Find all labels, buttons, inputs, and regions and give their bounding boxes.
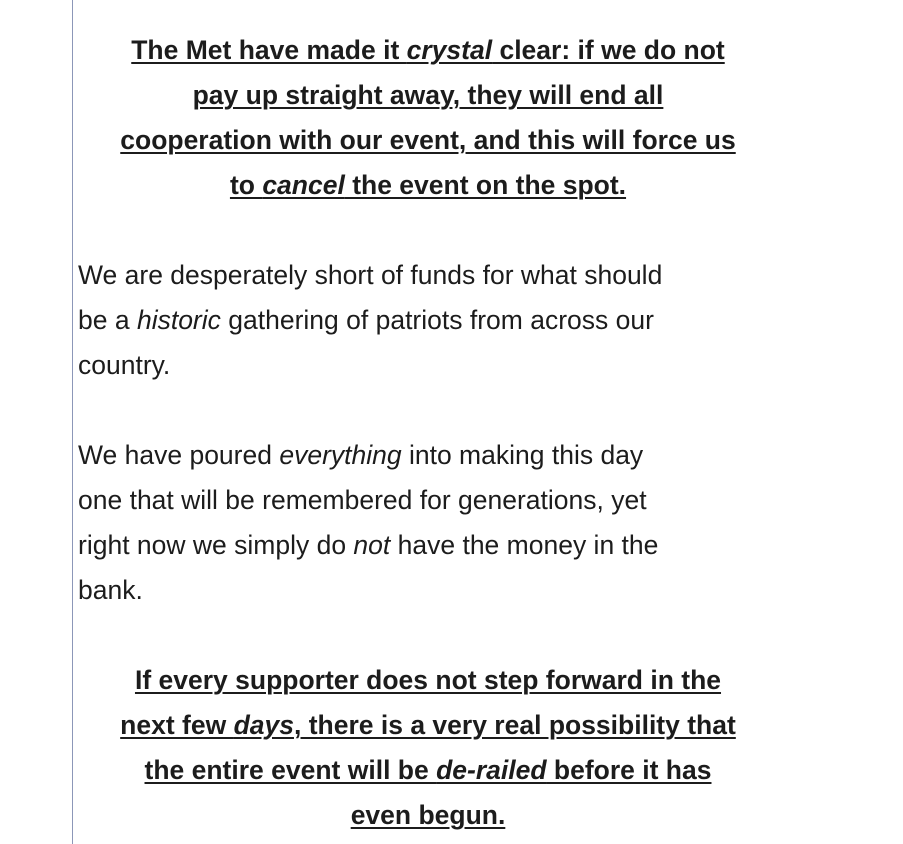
text-line — [78, 568, 778, 613]
emphasis-text: days — [233, 710, 294, 740]
body-text: cooperation with our event, and this will force us — [120, 125, 736, 155]
emphasis-text: everything — [279, 440, 402, 470]
body-text: next few — [120, 710, 234, 740]
text-line — [78, 73, 778, 118]
body-text: bank. — [78, 575, 143, 605]
text-line — [78, 748, 778, 793]
body-text: even begun. — [350, 800, 506, 830]
email-body — [78, 28, 778, 838]
text-line — [78, 478, 778, 523]
body-text: before it has — [546, 755, 712, 785]
funds-paragraph — [78, 253, 778, 388]
body-text: pay up straight away, they will end all — [192, 80, 664, 110]
emphasis-text: historic — [136, 305, 221, 335]
body-text: to — [229, 170, 263, 200]
body-text: The Met have made it — [131, 35, 407, 65]
body-text: have the money in the — [390, 530, 659, 560]
emphasis-text: not — [353, 530, 391, 560]
body-text: the entire event will be — [144, 755, 437, 785]
text-line — [78, 298, 778, 343]
body-text: into making this day — [401, 440, 644, 470]
body-text: right now we simply do — [78, 530, 354, 560]
left-margin-rule — [72, 0, 73, 844]
text-line — [78, 118, 778, 163]
text-line — [78, 793, 778, 838]
text-line — [78, 253, 778, 298]
text-line — [78, 28, 778, 73]
text-line — [78, 703, 778, 748]
text-line — [78, 433, 778, 478]
paragraph-gap — [78, 388, 778, 433]
body-text: one that will be remembered for generations, yet — [78, 485, 647, 515]
body-text: , there is a very real possibility that — [293, 710, 736, 740]
warning-paragraph — [78, 28, 778, 208]
body-text: gathering of patriots from across our — [220, 305, 654, 335]
appeal-paragraph — [78, 658, 778, 838]
effort-paragraph — [78, 433, 778, 613]
emphasis-text: crystal — [406, 35, 493, 65]
emphasis-text: de-railed — [436, 755, 547, 785]
body-text: If every supporter does not step forward in the — [134, 665, 722, 695]
paragraph-gap — [78, 208, 778, 253]
text-line — [78, 163, 778, 208]
text-line — [78, 343, 778, 388]
emphasis-text: cancel — [262, 170, 345, 200]
body-text: We are desperately short of funds for what should — [78, 260, 663, 290]
body-text: country. — [78, 350, 171, 380]
body-text: clear: if we do not — [492, 35, 725, 65]
body-text: be a — [78, 305, 137, 335]
body-text: We have poured — [78, 440, 280, 470]
paragraph-gap — [78, 613, 778, 658]
text-line — [78, 523, 778, 568]
body-text: the event on the spot. — [344, 170, 627, 200]
text-line — [78, 658, 778, 703]
